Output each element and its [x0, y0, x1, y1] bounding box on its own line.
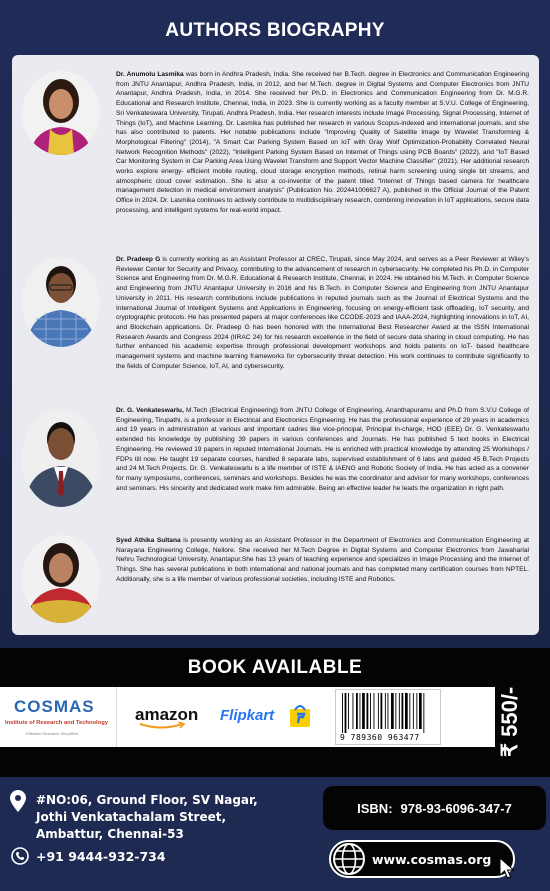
phone-icon — [11, 847, 29, 865]
author-card-1 — [12, 65, 539, 250]
author-photo-1 — [22, 71, 100, 155]
barcode-bars-icon — [340, 693, 438, 733]
author-bio-4 — [116, 536, 529, 585]
price-label: ₹ 550/- — [497, 686, 522, 757]
author-name-1: Dr. Anumolu Lasmika — [116, 71, 184, 78]
address-line-1: #NO:06, Ground Floor, SV Nagar, — [36, 793, 258, 807]
cosmas-institute: Institute of Research and Technology — [5, 720, 108, 726]
globe-icon — [332, 842, 366, 876]
isbn-number: 978-93-6096-347-7 — [400, 800, 512, 816]
isbn-box — [323, 786, 546, 830]
author-name-4: Syed Athika Sultana — [116, 537, 181, 544]
cosmas-logo-text: COSMAS — [14, 697, 95, 716]
flipkart-logo: Flipkart — [220, 707, 275, 724]
authors-panel — [12, 55, 539, 635]
author-bio-text-1: was born in Andhra Pradesh, India. She received her B.Tech. degree in Electronics and Communication Engineering from JNTU Anantapur, Andhra Pradesh, India, in 2012, and her M.Tech. degree in Digital Systems and Computer Electronics from JNTU Anantapur, Andhra Pradesh, India, in 2014. She received her Ph.D. in Electronics and Communication Engineering from Dr. M.G.R. Educational and Research Institute, Chennai, India, in 2023. She is currently working as a faculty member at S.V.U. College of Engineering, Sri Venkateswara University, Tirupati, Andhra Pradesh, India. Her research interests include Image Processing, Signal Processing, Internet of Things (IoT), and Machine Learning. Dr. Lasmika has published her research in various Scopus-indexed and international journals, and she has also contributed to patents. Her notable publications include "Improving Quality of Satellite Image by Wavelet Transforming & Morphological Filtering" (2014), "A Smart Car Parking System Based on IoT with Gray Wolf Optimization-Probability Correlated Neural Network Recognition Methods" (2022), "Intelligent Parking System Based on Internet of Things using PCB Boards" (2022), and "IoT Based Car Monitoring System in Car Parking Area Using Wavelet Transform and Support Vector Machine Classifier" (2021). Her additional research works explore energy- efficient mobile routing, cloud storage encryption methods, retinal harm screening using single bit streams, and atmospheric cloud cover estimation. She is also a co-inventor of the patent titled "Internet of Things based camera for healthcare management detection in medical environment analysis" (Publication No. 202441006627 A), published in the Official Journal of the Patent Office in 2024. Dr. Lasmika continues to actively contribute to multidisciplinary research, combining innovation in IoT applications, secure data processing, and intelligent systems for real-world impact. — [116, 71, 529, 214]
address-line-2: Jothi Venkatachalam Street, — [36, 810, 227, 824]
address-line-3: Ambattur, Chennai-53 — [36, 827, 184, 841]
cosmas-tagline: Effective Research Simplified — [26, 731, 78, 736]
flipkart-bag-icon — [288, 704, 312, 728]
barcode-digits: 9 789360 963477 — [340, 733, 420, 742]
author-bio-1 — [116, 70, 529, 216]
author-bio-2 — [116, 255, 529, 371]
author-bio-text-4: is presently working as an Assistant Professor in the Department of Electronics and Communication Engineering at Narayana Engineering College, Nellore. She received her M.Tech Degree in Digital Systems and Computer Electronics from Jawaharlal Nehru Technological University, Anantapur.She has 13 years of teaching experience and specializes in Image Processing and the Internet of Things. She has several publications in both international and national journals and has completed many certification courses from NPTEL. Additionally, she is a life member of various professional societies, including ISTE and Robotics. — [116, 537, 529, 583]
page-title: AUTHORS BIOGRAPHY — [165, 20, 385, 41]
amazon-logo: amazon — [135, 705, 199, 724]
author-name-2: Dr. Pradeep G — [116, 256, 161, 263]
author-name-3: Dr. G. Venkateswarlu, — [116, 407, 184, 414]
author-bio-text-2: is currently working as an Assistant Professor at CREC, Tirupati, since May 2024, and serves as a Peer Reviewer at Wiley's Reviewer Center for Security and Privacy, contributing to the advancement of research in cybersecurity. He completed his Ph.D. in Computer Science and Engineering from Dr. M.G.R. Educational & Research Institute, Chennai, in 2024. He obtained his M.Tech. in Computer Science and Engineering from JNTU Anantapur University in 2016 and his B.Tech. in Computer Science and Engineering from JNTU Anantapur University in 2011. His research contributions include publications in reputed journals such as the Journal of Electrical Systems and the International Journal of Intelligent Systems and Applications in Engineering, focusing on energy-efficient task offloading, IoT security, and cryptographic protocols. He has presented papers at major conferences like CCODE-2023 and IAAA-2024, highlighting innovations in IoT, AI, and Blockchain applications. Dr. Pradeep G has been honored with the International Best Researcher Award at the ISSN International Research Awards and Congress 2024 (IIRAC 24) for his research excellence in the field of secure data sharing in cloud computing. He has further enhanced his academic expertise through professional development workshops and holds patents on IoT- based healthcare management systems and machine learning frameworks for cybersecurity threat detection. His work continues to contribute significantly to the fields of Computer Science, IoT, AI, and cybersecurity. — [116, 256, 529, 370]
cosmas-logo — [0, 687, 117, 747]
author-bio-text-3: M.Tech (Electrical Engineering) from JNTU College of Engineering, Ananthapuramu and Ph.D from S.V.U College of Engineering, Tirupathi, is a professor in Electrical and Electronics Engineering. He has the professional experience of 29 years in academics and 19 years in administration at various and important cadres like vice-principal, Principal In-charge, HOD (EEE) Dr. G. Venkateswarlu extended his knowledge by publishing 39 papers in various conferences and Journals. He has published 5 text books in Electrical Engineering. He reviewed 19 papers in reputed International Journals. He is enriched with practical knowledge by attending 25 Workshops / FDPs till now. He taught 19 separate courses, handled 8 separate labs, supervised establishment of 6 labs and guided 45 B.Tech Projects and 24 M.Tech Projects. Dr. G. Venkateswarlu is a life member of ISTE & IAENG and Robotic Society of India. He has acted as a convener for many symposiums, conferences, seminars and workshops. Besides he was the coordinator and advisor for many workshops, conferences and seminars. His sincerity and dedicated work make him admirable. Being an effective leader he leads the organization in right path. — [116, 407, 529, 492]
barcode — [335, 689, 441, 745]
phone-number[interactable]: +91 9444-932-734 — [36, 849, 166, 864]
author-card-3 — [12, 403, 539, 528]
author-card-2 — [12, 251, 539, 391]
author-photo-2 — [22, 257, 100, 347]
author-photo-3 — [22, 409, 100, 507]
author-card-4 — [12, 533, 539, 633]
website-link[interactable]: www.cosmas.org — [372, 852, 492, 867]
amazon-smile-icon — [138, 722, 188, 730]
mouse-pointer-icon — [498, 857, 516, 879]
address-block — [36, 792, 258, 843]
location-pin-icon — [10, 790, 26, 812]
book-available-heading: BOOK AVAILABLE — [187, 657, 363, 678]
author-bio-3 — [116, 406, 529, 493]
author-photo-4 — [22, 535, 100, 623]
isbn-label: ISBN: — [357, 800, 393, 816]
